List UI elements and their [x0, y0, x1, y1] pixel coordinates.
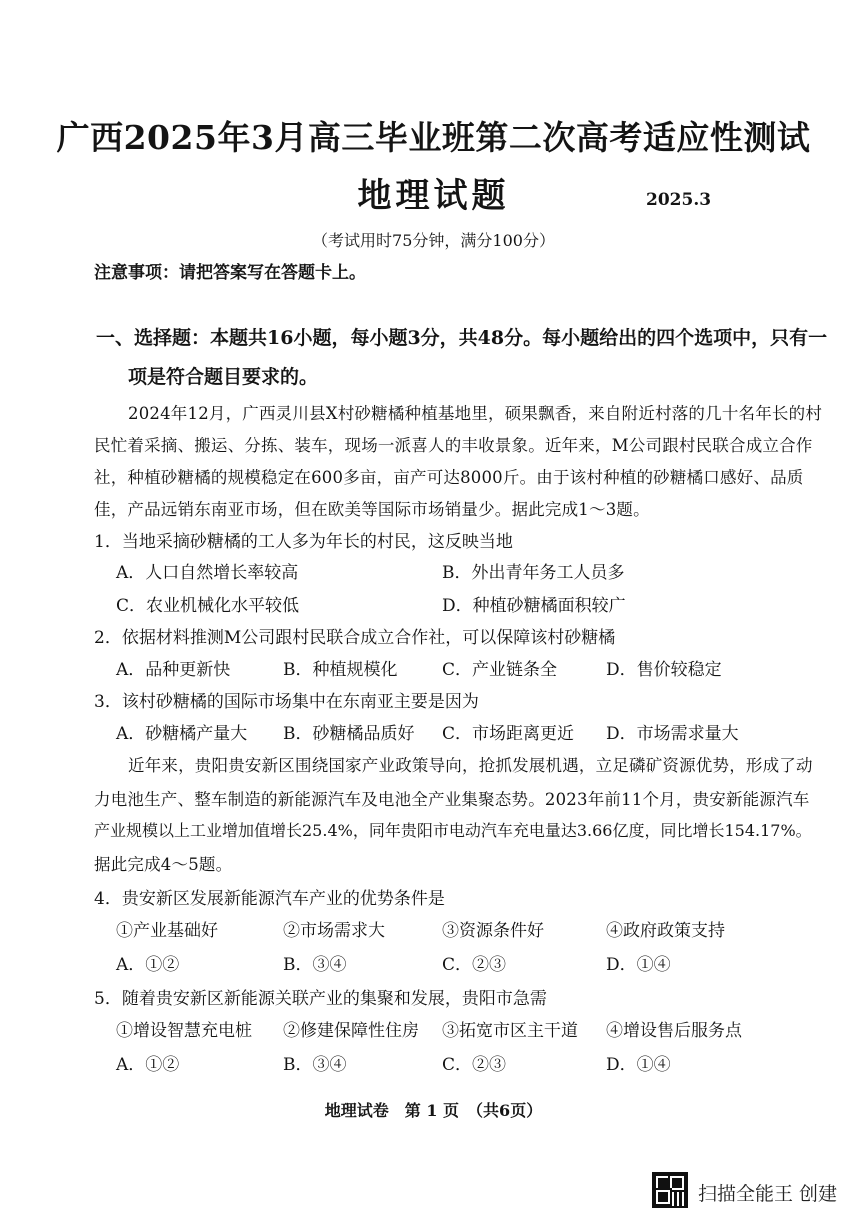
material1-line: 佳，产品远销东南亚市场，但在欧美等国际市场销量少。据此完成1～3题。: [94, 500, 650, 519]
q4-item-1: ①产业基础好: [116, 921, 218, 941]
q4-item-3: ③资源条件好: [442, 921, 544, 941]
q3-option-c: C．市场距离更近: [442, 724, 575, 744]
q2-option-a: A．品种更新快: [116, 660, 231, 680]
material2-line: 力电池生产、整车制造的新能源汽车及电池全产业集聚态势。2023年前11个月，贵安新能源汽车: [94, 790, 810, 809]
q4-item-2: ②市场需求大: [283, 921, 385, 941]
material1-line: 社，种植砂糖橘的规模稳定在600多亩，亩产可达8000斤。由于该村种植的砂糖橘口感好、品质: [94, 468, 804, 487]
section-heading-line1: 一、选择题：本题共16小题，每小题3分，共48分。每小题给出的四个选项中，只有一: [96, 327, 828, 349]
question-3-stem: 3．该村砂糖橘的国际市场集中在东南亚主要是因为: [94, 692, 479, 712]
q3-option-d: D．市场需求量大: [606, 724, 739, 744]
material1-line: 民忙着采摘、搬运、分拣、装车，现场一派喜人的丰收景象。近年来，M公司跟村民联合成立合作: [94, 436, 813, 455]
q1-option-b: B．外出青年务工人员多: [442, 563, 625, 583]
q3-option-b: B．砂糖橘品质好: [283, 724, 415, 744]
page-footer: 地理试卷 第 1 页 （共6页）: [324, 1101, 543, 1120]
q4-option-c: C．②③: [442, 955, 507, 975]
material2-line: 近年来，贵阳贵安新区围绕国家产业政策导向，抢抓发展机遇，立足磷矿资源优势，形成了动: [128, 756, 813, 775]
section-heading-line2: 项是符合题目要求的。: [128, 366, 319, 388]
q4-option-b: B．③④: [283, 955, 347, 975]
q1-option-a: A．人口自然增长率较高: [116, 563, 299, 583]
q5-option-a: A．①②: [116, 1055, 180, 1075]
scanner-watermark: [652, 1172, 857, 1212]
q5-option-d: D．①④: [606, 1055, 671, 1075]
qr-code-icon: [652, 1172, 688, 1208]
material2-line: 据此完成4～5题。: [94, 855, 233, 874]
subject-title: 地理试题: [357, 176, 510, 216]
q2-option-d: D．售价较稳定: [606, 660, 722, 680]
q1-option-c: C．农业机械化水平较低: [116, 596, 300, 616]
q5-item-4: ④增设售后服务点: [606, 1021, 742, 1041]
question-1-stem: 1．当地采摘砂糖橘的工人多为年长的村民，这反映当地: [94, 532, 513, 552]
q5-option-b: B．③④: [283, 1055, 347, 1075]
exam-title: 广西2025年3月高三毕业班第二次高考适应性测试: [56, 118, 811, 157]
q4-option-d: D．①④: [606, 955, 671, 975]
q2-option-b: B．种植规模化: [283, 660, 398, 680]
watermark-text: 扫描全能王 创建: [698, 1183, 838, 1205]
question-4-stem: 4．贵安新区发展新能源汽车产业的优势条件是: [94, 889, 445, 909]
time-info: （考试用时75分钟，满分100分）: [312, 231, 555, 250]
notice: 注意事项：请把答案写在答题卡上。: [94, 263, 366, 283]
question-5-stem: 5．随着贵安新区新能源关联产业的集聚和发展，贵阳市急需: [94, 989, 547, 1009]
exam-date: 2025.3: [646, 190, 712, 210]
q5-item-1: ①增设智慧充电桩: [116, 1021, 252, 1041]
q5-item-3: ③拓宽市区主干道: [442, 1021, 578, 1041]
q4-option-a: A．①②: [116, 955, 180, 975]
q1-option-d: D．种植砂糖橘面积较广: [442, 596, 626, 616]
q5-option-c: C．②③: [442, 1055, 507, 1075]
q5-item-2: ②修建保障性住房: [283, 1021, 419, 1041]
material2-line: 产业规模以上工业增加值增长25.4%，同年贵阳市电动汽车充电量达3.66亿度，同比增长154.17%。: [94, 821, 812, 840]
q2-option-c: C．产业链条全: [442, 660, 558, 680]
material1-line: 2024年12月，广西灵川县X村砂糖橘种植基地里，硕果飘香，来自附近村落的几十名年长的村: [128, 404, 823, 423]
q4-item-4: ④政府政策支持: [606, 921, 725, 941]
q3-option-a: A．砂糖橘产量大: [116, 724, 248, 744]
question-2-stem: 2．依据材料推测M公司跟村民联合成立合作社，可以保障该村砂糖橘: [94, 628, 616, 648]
